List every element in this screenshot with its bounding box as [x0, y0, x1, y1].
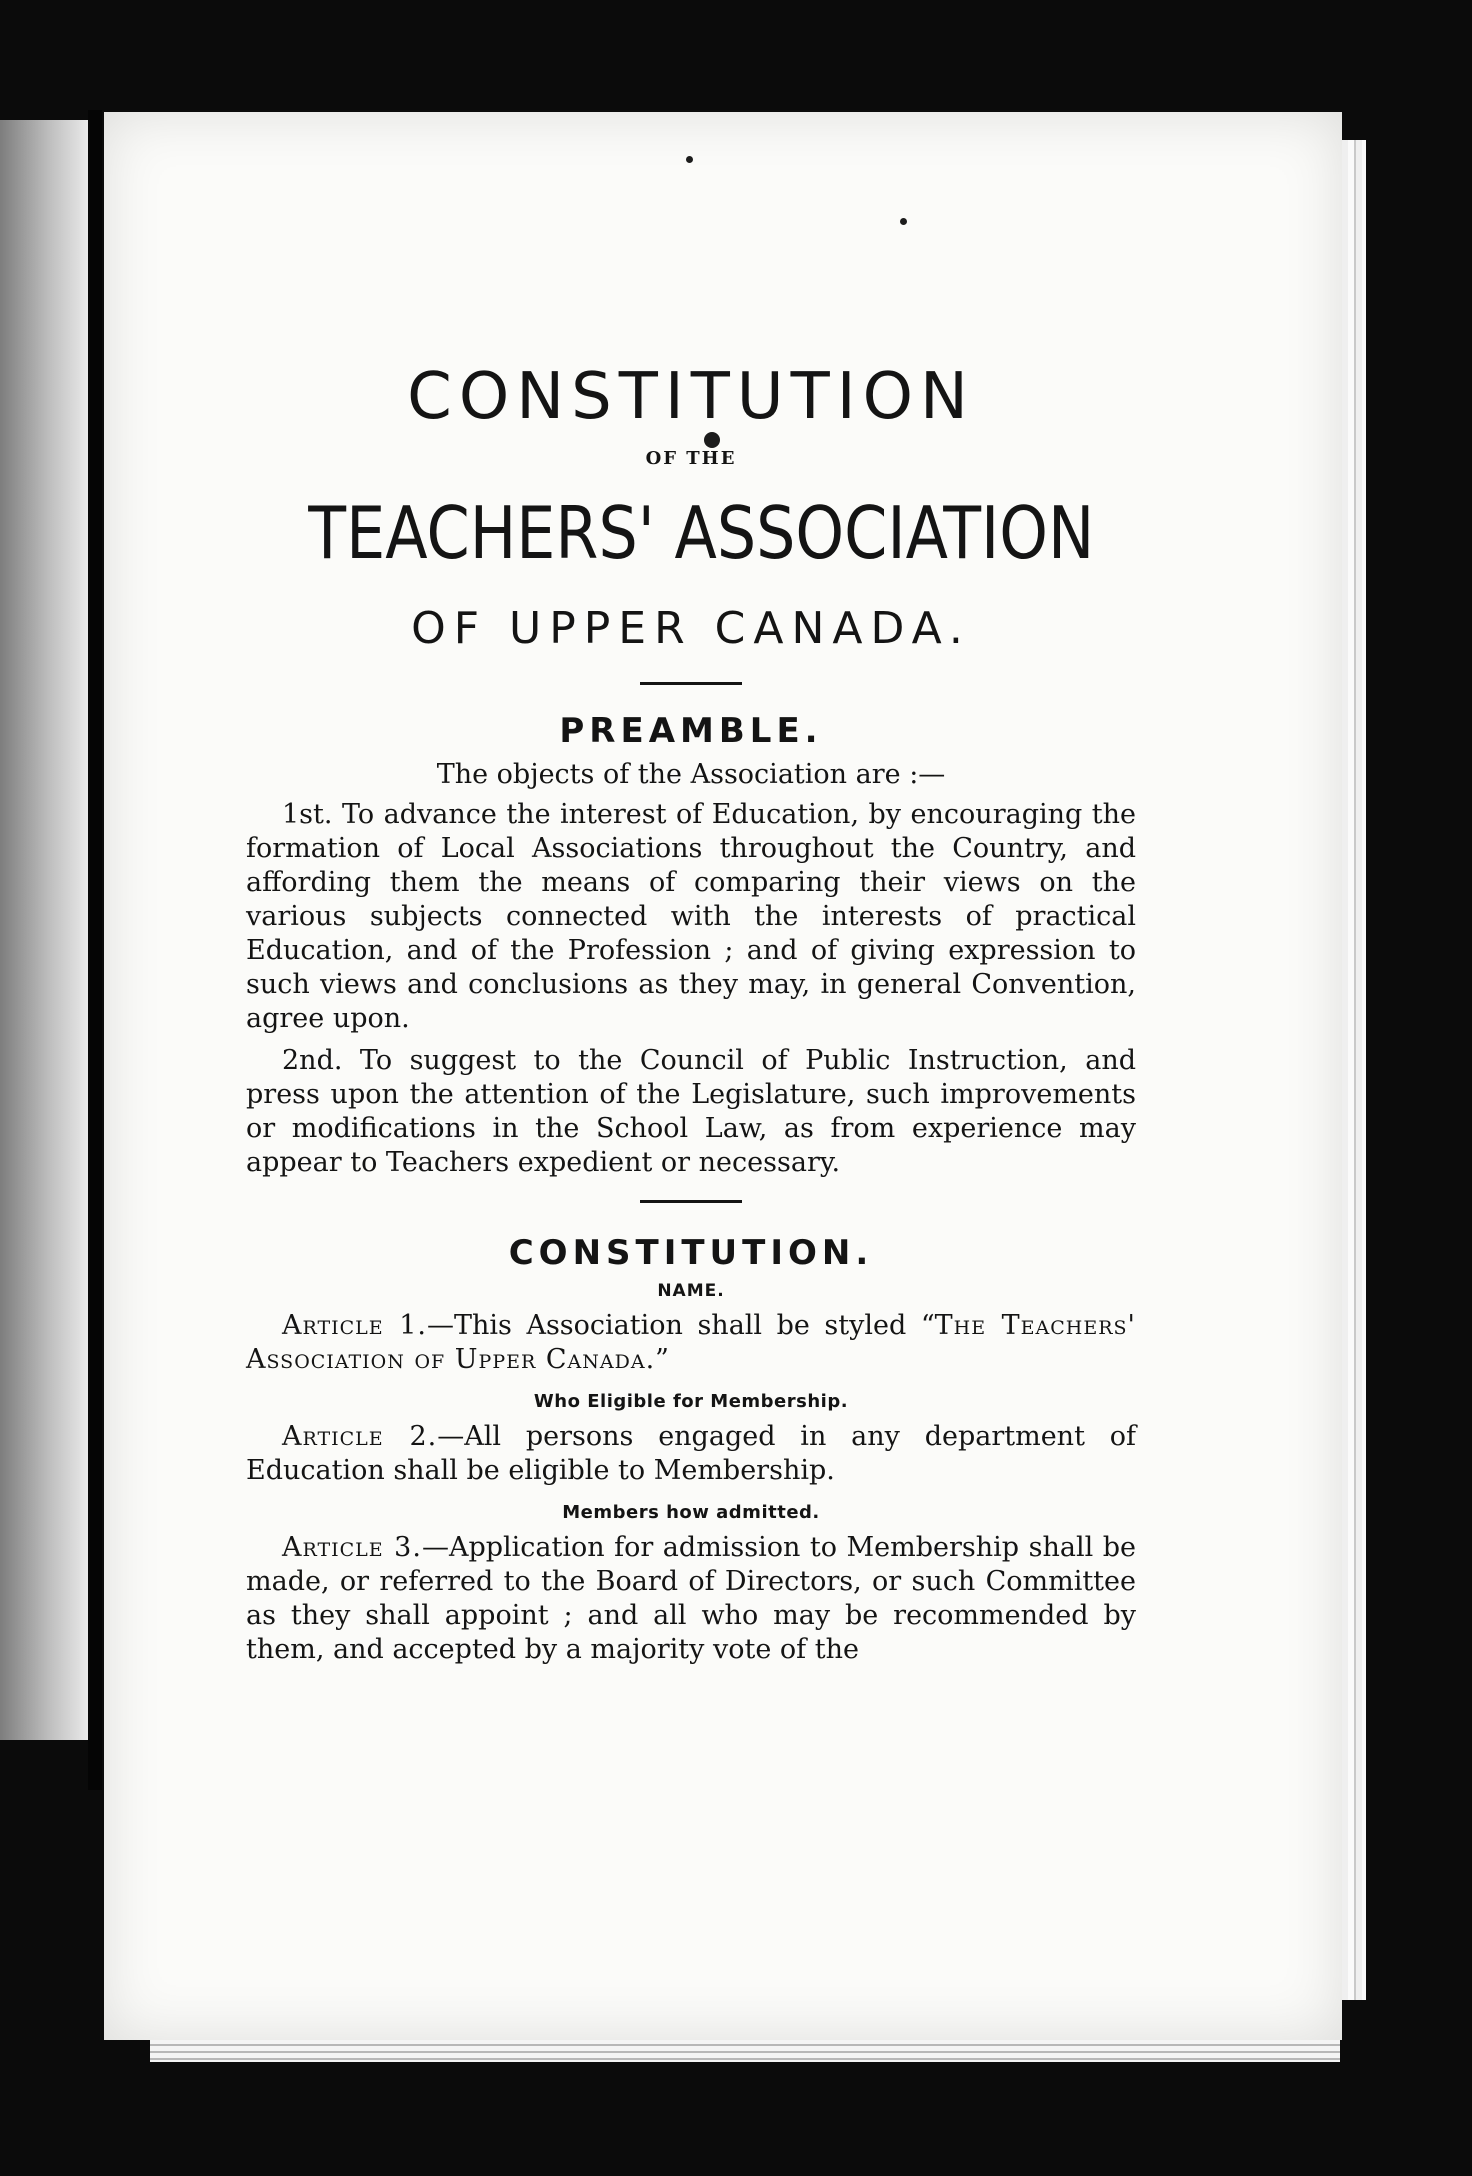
article-2-label: Article 2.: [282, 1421, 438, 1452]
article-1-close: ”: [655, 1344, 669, 1375]
name-heading: NAME.: [657, 1281, 725, 1301]
divider: [640, 682, 742, 685]
left-page-edge: [0, 120, 88, 1740]
title-connector: OF THE: [645, 448, 737, 469]
document-subtitle: TEACHERS' ASSOCIATION: [308, 491, 1095, 575]
constitution-heading: CONSTITUTION.: [508, 1233, 874, 1273]
article-3-label: Article 3.: [282, 1532, 422, 1563]
preamble-paragraph-2: 2nd. To suggest to the Council of Public Instruction, and press upon the attention of the Legislature, such improvements or modifications in the School Law, as from experience may appear to Teachers expedient or necessary.: [246, 1045, 1136, 1178]
association-name: The Teachers' Association of Upper Canada.: [246, 1310, 1136, 1375]
preamble-intro: The objects of the Association are :—: [436, 759, 946, 790]
document-body: [246, 360, 1136, 1675]
article-2-text: —All persons engaged in any department of Education shall be eligible to Membership.: [246, 1421, 1136, 1486]
eligibility-heading: Who Eligible for Membership.: [533, 1391, 849, 1412]
article-2: [246, 1420, 1136, 1488]
article-1-text: —This Association shall be styled “: [427, 1310, 935, 1341]
article-1: [246, 1309, 1136, 1377]
ink-speck: [686, 156, 693, 163]
admission-heading: Members how admitted.: [562, 1502, 820, 1523]
divider: [640, 1200, 742, 1203]
article-1-label: Article 1.: [282, 1310, 427, 1341]
article-3: [246, 1531, 1136, 1667]
preamble-heading: PREAMBLE.: [559, 711, 823, 751]
preamble-paragraph-1: 1st. To advance the interest of Education, by encouraging the formation of Local Associations throughout the Country, and affording them the means of comparing their views on the various subjects connected with the interests of practical Education, and of the Profession ; and of giving expression to such views and conclusions as they may, in general Convention, agree upon.: [246, 799, 1136, 1034]
document-place: OF UPPER CANADA.: [411, 603, 971, 654]
book-spine: [88, 110, 102, 1790]
article-3-text: —Application for admission to Membership shall be made, or referred to the Board of Directors, or such Committee as they shall appoint ; and all who may be recommended by them, and accepted by a majority vote of the: [246, 1532, 1136, 1665]
ink-speck: [900, 218, 907, 225]
document-title: CONSTITUTION: [407, 360, 975, 434]
